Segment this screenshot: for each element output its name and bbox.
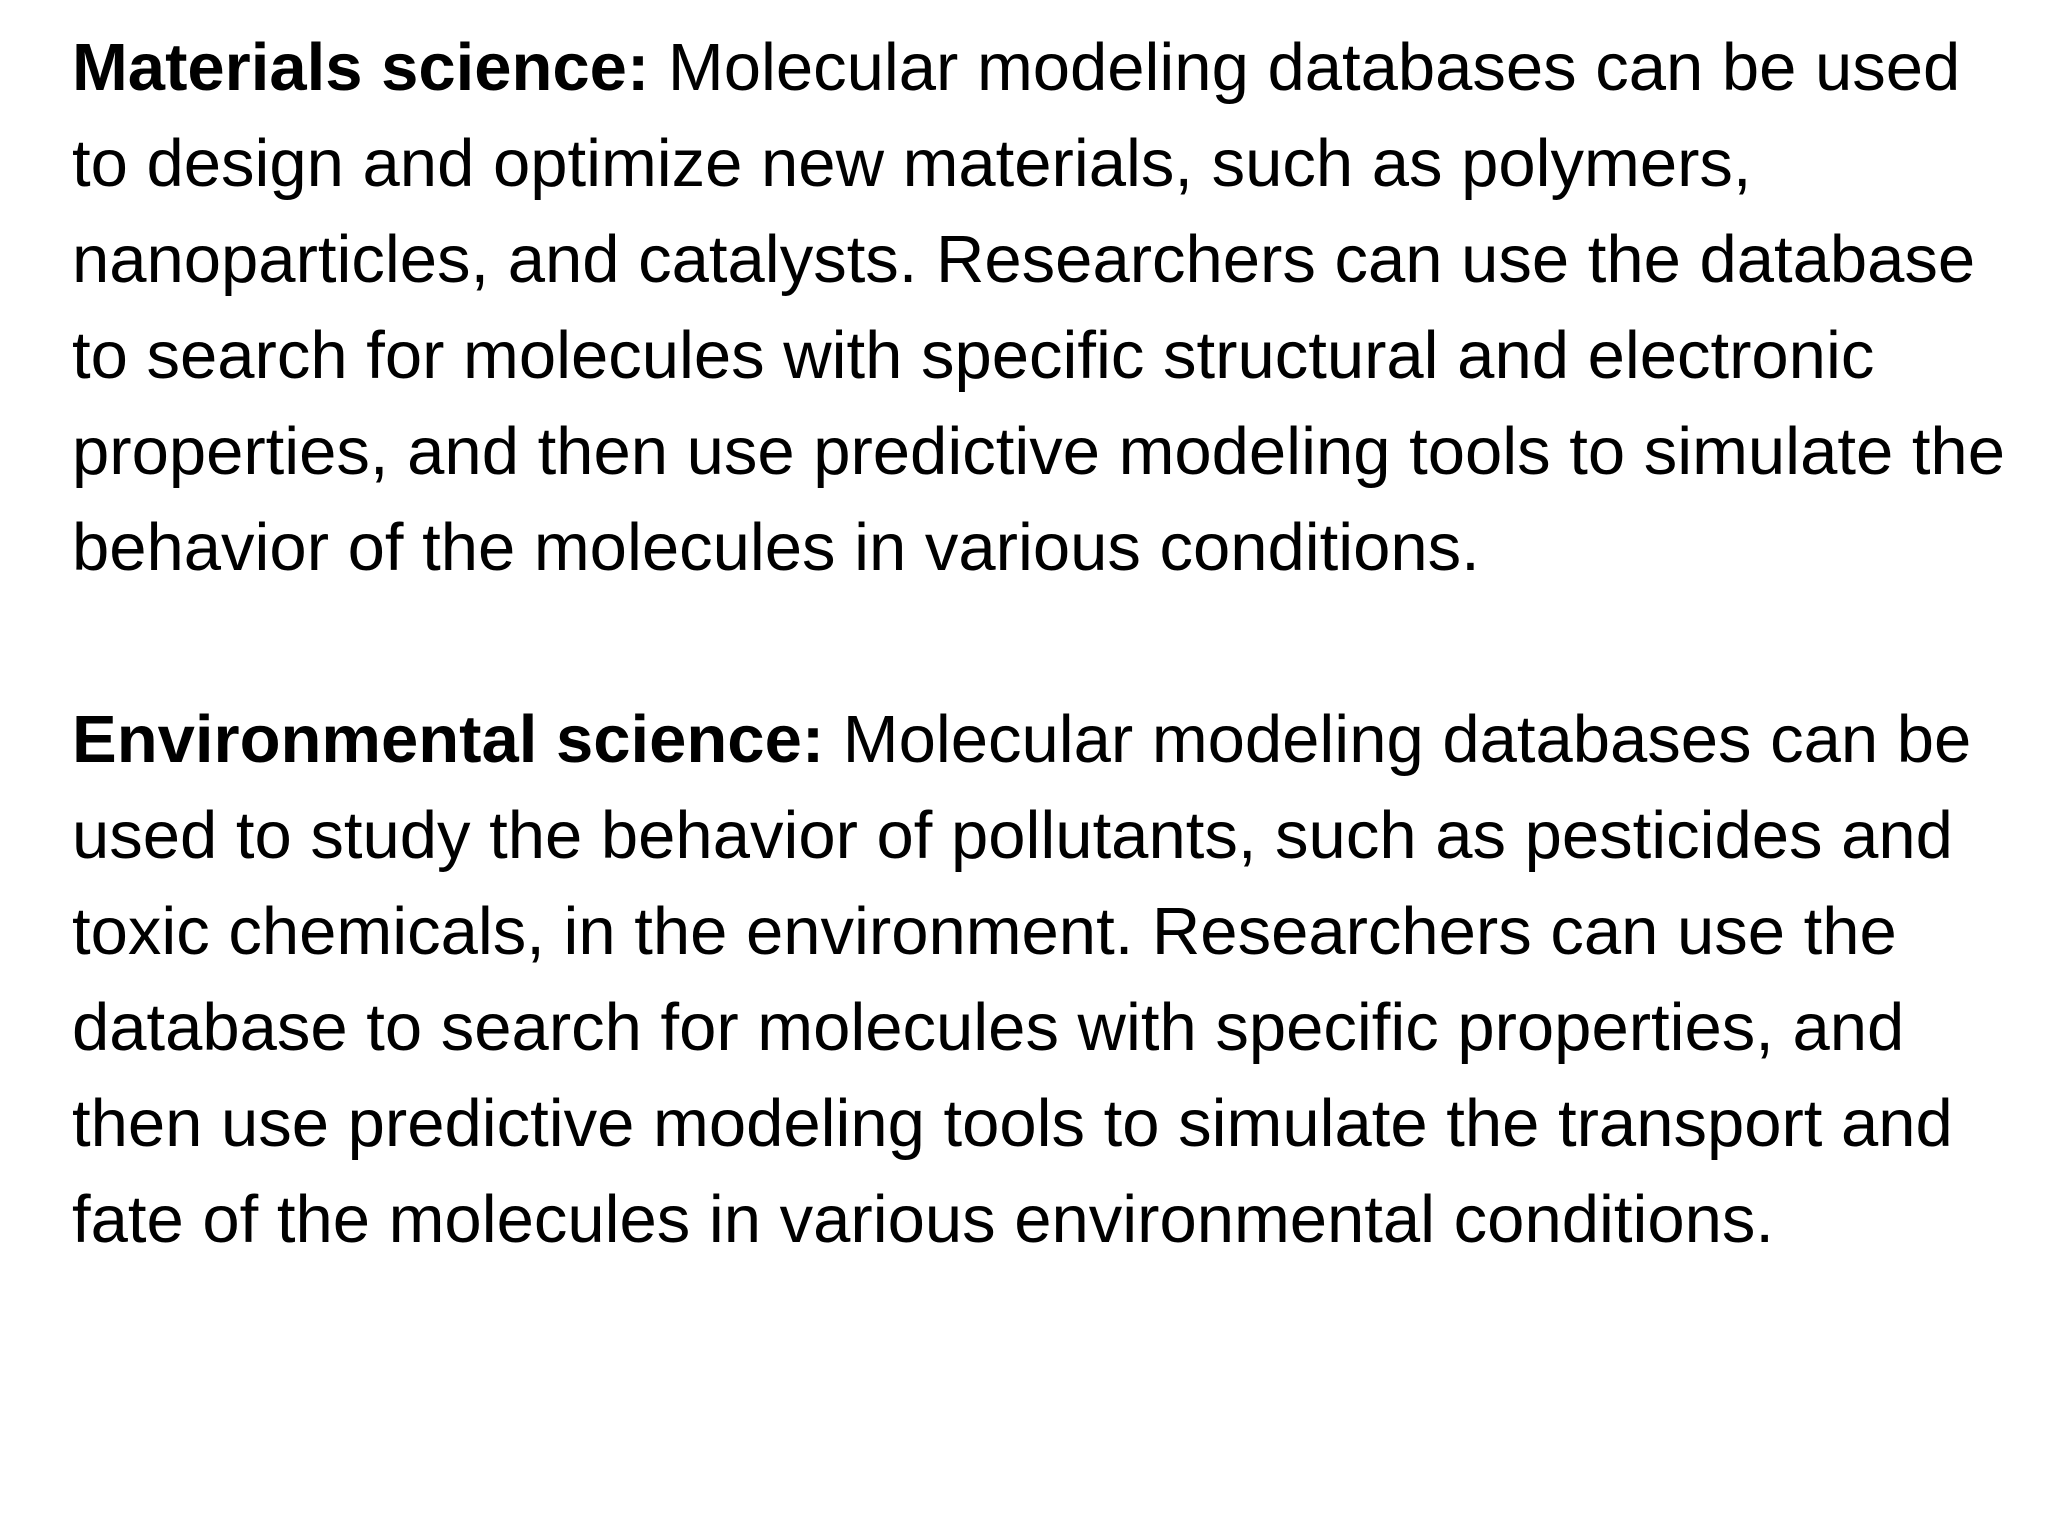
document-page: [72, 20, 2012, 1516]
paragraph-materials-science: [72, 20, 2012, 596]
paragraph-body: Molecular modeling databases can be used to study the behavior of pollutants, such as pesticides and toxic chemicals, in the environment. Researchers can use the database to search for molecules with specific properties, and then use predictive modeling tools to simulate the transport and fate of the molecules in various environmental conditions.: [72, 702, 1972, 1257]
paragraph-body: Molecular modeling databases can be used to design and optimize new materials, such as polymers, nanoparticles, and catalysts. Researchers can use the database to search for molecules with specific structural and electronic properties, and then use predictive modeling tools to simulate the behavior of the molecules in various conditions.: [72, 30, 2005, 585]
paragraph-heading: Environmental science:: [72, 702, 825, 777]
paragraph-heading: Materials science:: [72, 30, 650, 105]
paragraph-environmental-science: [72, 692, 2012, 1268]
